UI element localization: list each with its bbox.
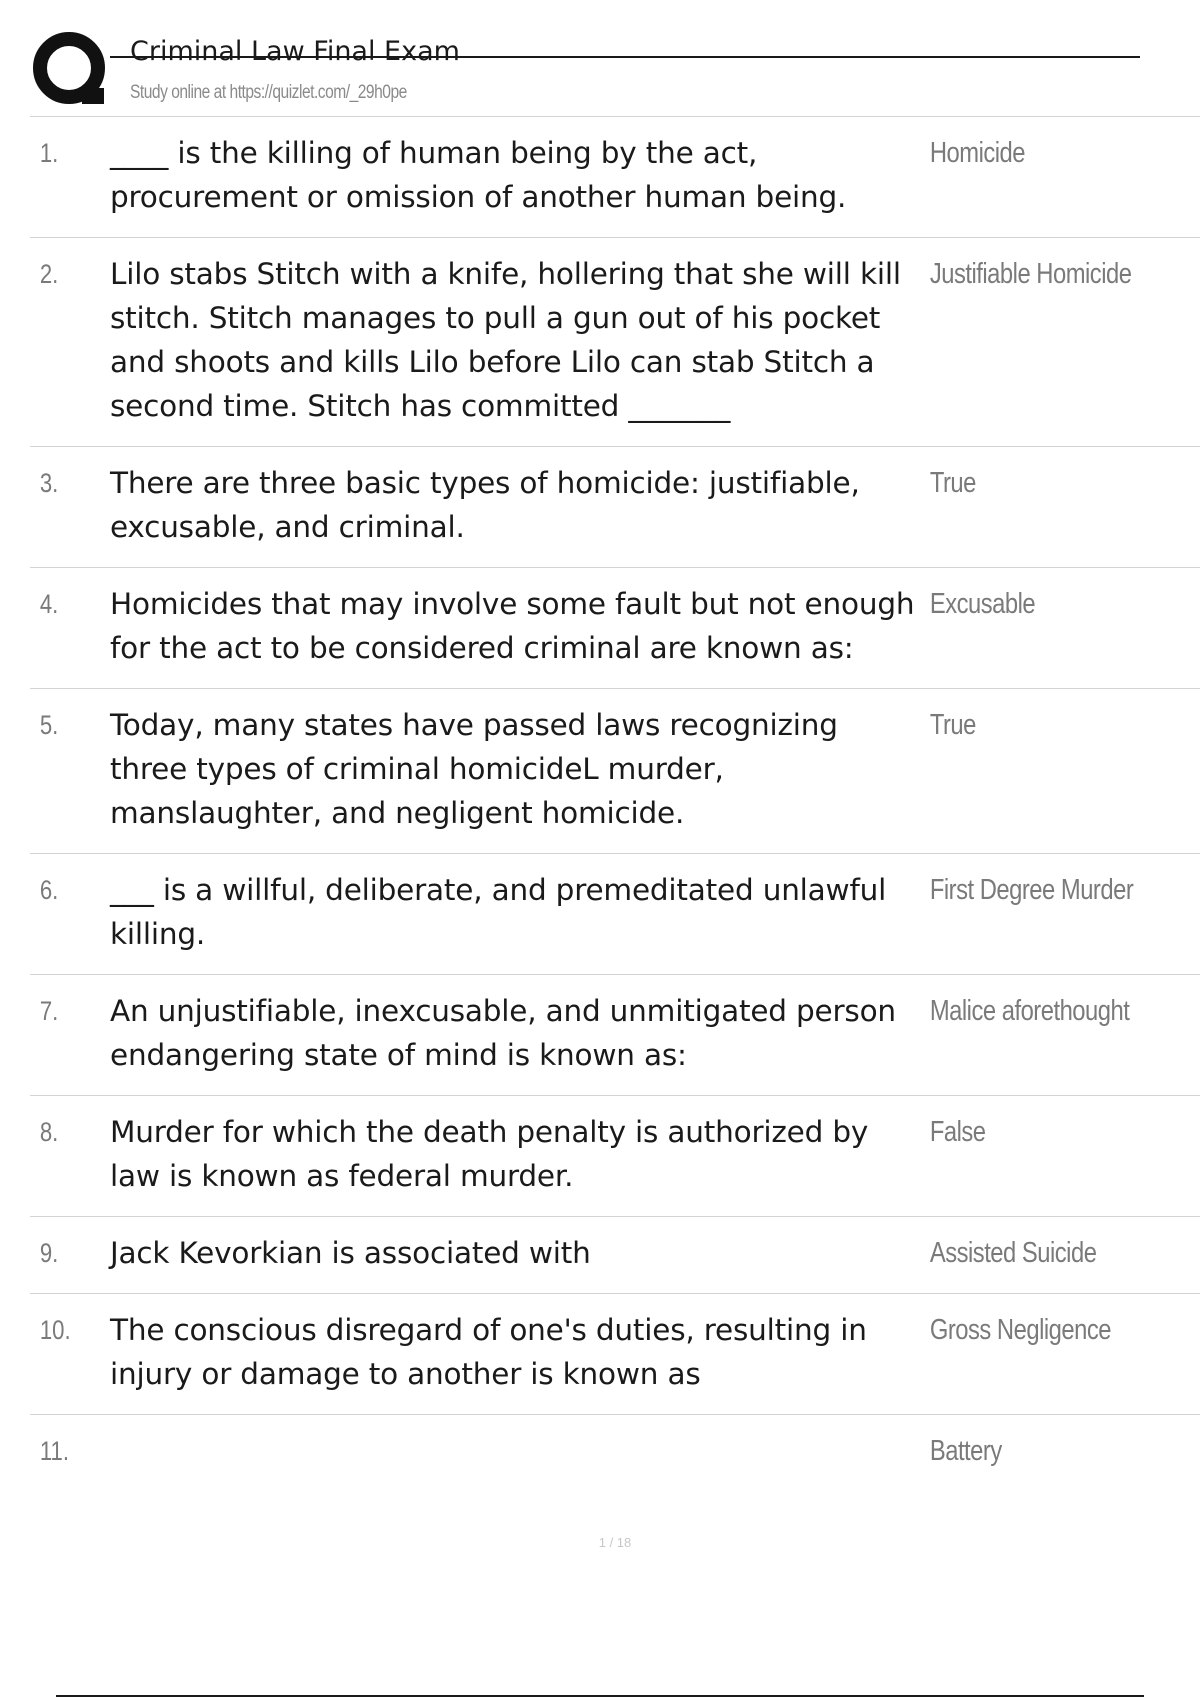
list-item	[30, 1294, 1200, 1415]
item-question: ___ is a willful, deliberate, and premeditated unlawful killing.	[110, 873, 887, 951]
item-question: An unjustifiable, inexcusable, and unmitigated person endangering state of mind is known as:	[110, 994, 896, 1072]
item-question	[110, 1429, 920, 1473]
item-number: 11.	[39, 1436, 69, 1466]
list-item	[30, 689, 1200, 854]
list-item	[30, 854, 1200, 975]
flashcard-list	[30, 116, 1200, 1491]
item-number: 2.	[39, 259, 59, 289]
item-question: Today, many states have passed laws recognizing three types of criminal homicideL murder, manslaughter, and negligent homicide.	[110, 708, 838, 830]
list-item	[30, 1415, 1200, 1491]
item-answer: Malice aforethought	[929, 995, 1130, 1027]
item-question: Murder for which the death penalty is authorized by law is known as federal murder.	[110, 1115, 869, 1193]
item-question: Lilo stabs Stitch with a knife, hollering that she will kill stitch. Stitch manages to pull a gun out of his pocket and shoots and kills Lilo before Lilo can stab Stitch a second time. Stitch has committed _______	[110, 257, 901, 423]
list-item	[30, 568, 1200, 689]
list-item	[30, 117, 1200, 238]
page-number: 1 / 18	[598, 1535, 632, 1550]
item-question: ____ is the killing of human being by the act, procurement or omission of another human being.	[110, 136, 847, 214]
item-answer: Assisted Suicide	[929, 1237, 1097, 1269]
item-number: 5.	[39, 710, 59, 740]
quizlet-q-logo-icon	[30, 30, 112, 112]
item-answer: Gross Negligence	[929, 1314, 1111, 1346]
list-item	[30, 1217, 1200, 1294]
item-answer: False	[929, 1116, 986, 1148]
item-answer: Homicide	[929, 137, 1026, 169]
item-question: There are three basic types of homicide: justifiable, excusable, and criminal.	[110, 466, 860, 544]
list-item	[30, 975, 1200, 1096]
item-number: 6.	[39, 875, 59, 905]
item-number: 4.	[39, 589, 59, 619]
item-number: 3.	[39, 468, 59, 498]
item-number: 7.	[39, 996, 59, 1026]
list-item	[30, 447, 1200, 568]
item-answer: Justifiable Homicide	[929, 258, 1132, 290]
item-question: Jack Kevorkian is associated with	[110, 1236, 591, 1270]
item-number: 8.	[39, 1117, 59, 1147]
document-header	[30, 30, 1140, 112]
item-answer: First Degree Murder	[929, 874, 1134, 906]
item-number: 1.	[39, 138, 59, 168]
item-question: The conscious disregard of one's duties, resulting in injury or damage to another is known as	[110, 1313, 867, 1391]
item-answer: True	[929, 467, 976, 499]
bottom-divider	[56, 1695, 1144, 1697]
item-answer: True	[929, 709, 976, 741]
item-question: Homicides that may involve some fault but not enough for the act to be considered criminal are known as:	[110, 587, 915, 665]
study-online-link[interactable]: Study online at https://quizlet.com/_29h0pe	[130, 82, 407, 103]
item-number: 9.	[39, 1238, 59, 1268]
item-answer: Battery	[929, 1435, 1002, 1467]
document-title: Criminal Law Final Exam	[130, 36, 460, 67]
list-item	[30, 238, 1200, 447]
item-answer: Excusable	[929, 588, 1036, 620]
list-item	[30, 1096, 1200, 1217]
item-number: 10.	[39, 1315, 71, 1345]
